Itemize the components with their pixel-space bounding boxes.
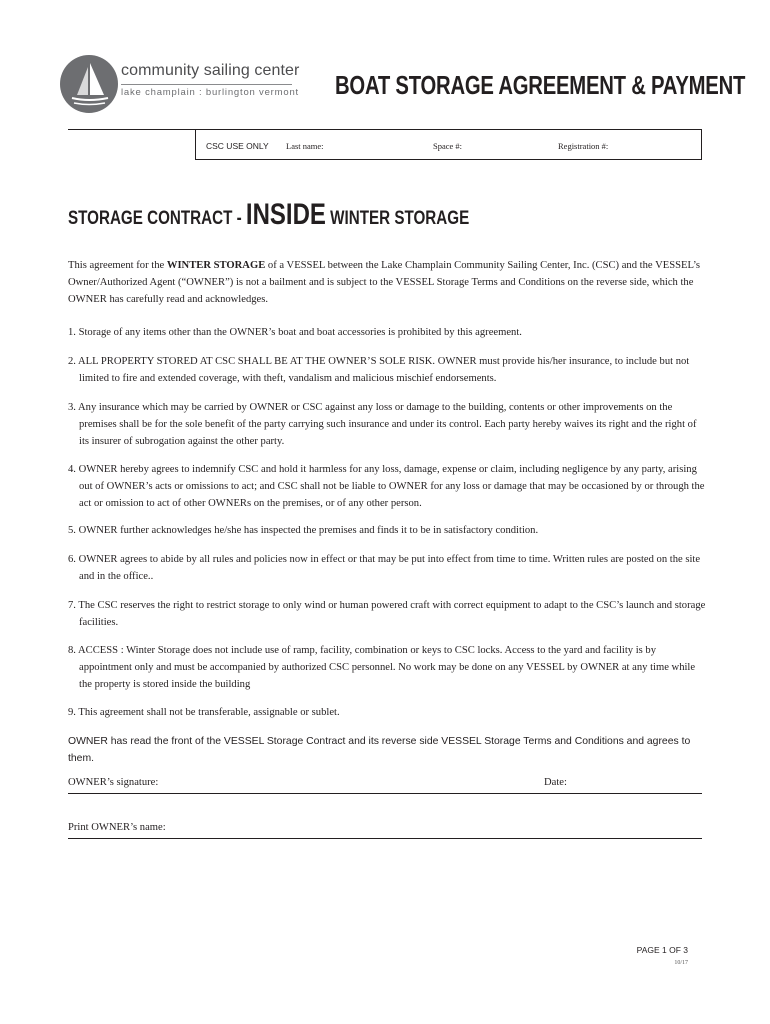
term-item: 7. The CSC reserves the right to restrict storage to only wind or human powered craft with correct equipment to adapt to the CSC’s launch and storage facilities. [68, 600, 706, 629]
term-item: 9. This agreement shall not be transferable, assignable or sublet. [68, 707, 340, 718]
logo-divider [121, 84, 292, 85]
agreement-statement: OWNER has read the front of the VESSEL Storage Contract and its reverse side VESSEL Storage Terms and Conditions and agrees to them. [68, 736, 691, 764]
space-field: Space #: [433, 141, 463, 151]
registration-field: Registration #: [558, 141, 609, 151]
date-label: Date: [544, 777, 567, 788]
sailboat-icon [60, 55, 118, 113]
term-item: 2. ALL PROPERTY STORED AT CSC SHALL BE AT THE OWNER’S SOLE RISK. OWNER must provide his/her insurance, to include but not limited to fire and extended coverage, with theft, vandalism and malicious mischief endorsements. [68, 356, 690, 385]
version-code: 10/17 [674, 960, 688, 966]
owner-signature-label: OWNER’s signature: [68, 777, 159, 788]
term-item: 6. OWNER agrees to abide by all rules and policies now in effect or that may be put into effect from time to time. Written rules are posted on the site and in the office.. [68, 554, 701, 583]
term-item: 5. OWNER further acknowledges he/she has inspected the premises and finds it to be in satisfactory condition. [68, 525, 539, 536]
term-item: 4. OWNER hereby agrees to indemnify CSC and hold it harmless for any loss, damage, expense or claim, including negligence by any party, arising out of OWNER’s acts or omissions to act; and CSC shall not be liable to OWNER for any loss or damage that may be occasioned by or through the act or omission to act of other OWNERs on the premises, or of any other person. [68, 464, 705, 510]
page-number: PAGE 1 OF 3 [636, 945, 688, 955]
intro-bold: WINTER STORAGE [166, 260, 266, 271]
heading-part-1: STORAGE CONTRACT - [68, 208, 246, 229]
intro-paragraph [68, 257, 708, 308]
print-name-line[interactable] [68, 838, 702, 839]
intro-lead: This agreement for the [68, 260, 167, 271]
office-use-label: CSC USE ONLY [206, 141, 269, 151]
document-title: BOAT STORAGE AGREEMENT & PAYMENT [335, 70, 746, 100]
signature-line[interactable] [68, 793, 702, 794]
term-item: 3. Any insurance which may be carried by OWNER or CSC against any loss or damage to the building, contents or other improvements on the premises shall be for the sole benefit of the party carrying such insurance and under its control. Each party hereby waives its right and the right of its insurer of subrogation against the other party. [68, 402, 697, 448]
contract-heading [68, 198, 469, 232]
logo-mark [60, 55, 118, 113]
term-item: 8. ACCESS : Winter Storage does not include use of ramp, facility, combination or keys to CSC locks. Access to the yard and facility is by appointment only and must be accompanied by authorized CSC personnel. No work may be done on any VESSEL by OWNER at any time while the property is stored inside the building [68, 645, 696, 691]
print-name-label: Print OWNER’s name: [68, 822, 166, 833]
logo-subtitle: lake champlain : burlington vermont [121, 87, 299, 98]
heading-part-3: WINTER STORAGE [325, 208, 470, 229]
logo-name: community sailing center [121, 62, 300, 79]
intro-rest: of a VESSEL between the Lake Champlain Community Sailing Center, Inc. (CSC) and the VESSEL’s Owner/Authorized Agent (“OWNER”) is not a bailment and is subject to the VESSEL Storage Terms and Conditions on the reverse side, which the OWNER has carefully read and acknowledges. [68, 260, 701, 305]
last-name-field: Last name: [286, 141, 324, 151]
term-item: 1. Storage of any items other than the OWNER’s boat and boat accessories is prohibited by this agreement. [68, 327, 522, 338]
heading-part-2: INSIDE [245, 198, 326, 231]
